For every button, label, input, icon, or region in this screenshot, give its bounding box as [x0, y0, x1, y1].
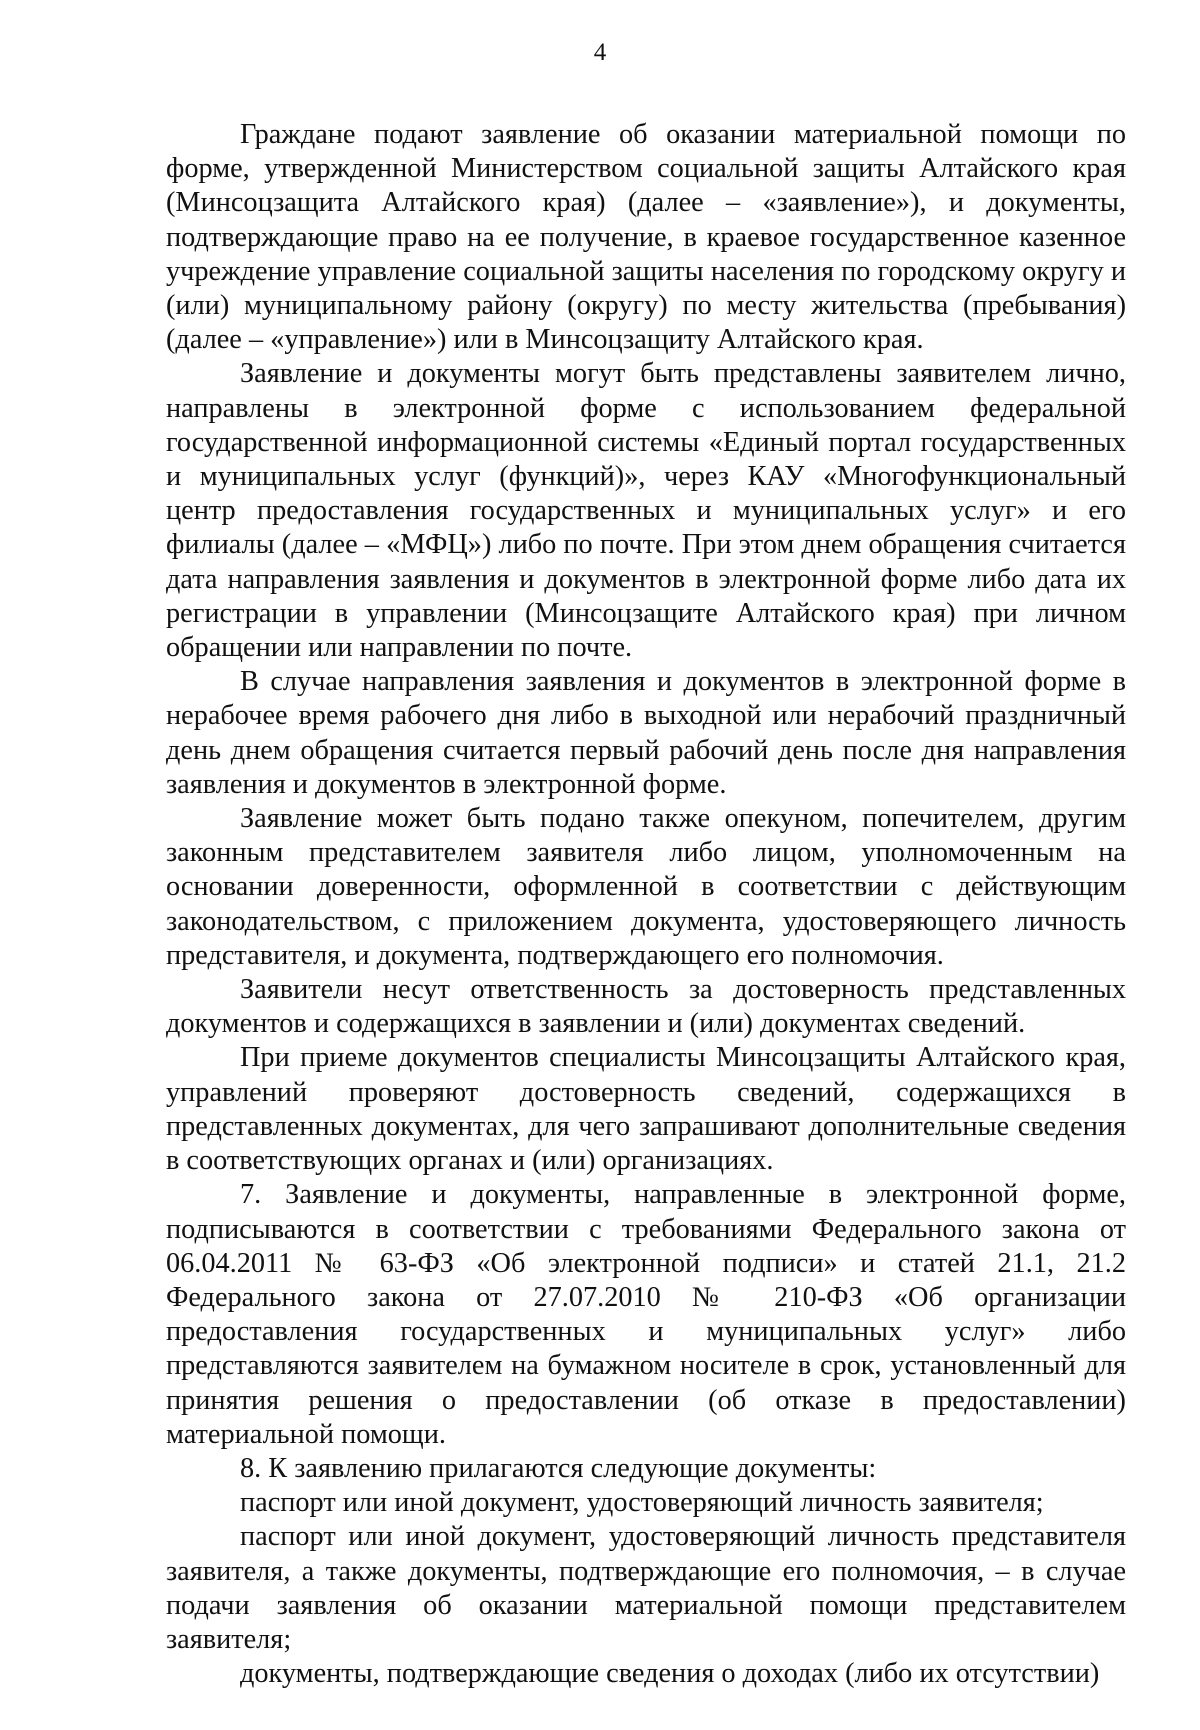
page-number: 4 [593, 39, 607, 66]
document-body [166, 118, 1126, 1691]
list-item-representative-passport: паспорт или иной документ, удостоверяющий личность представителя заявителя, а также документы, подтверждающие его полномочия, – в случае подачи заявления об оказании материальной помощи представителем заявителя; [166, 1521, 1126, 1655]
list-item-income-documents: документы, подтверждающие сведения о доходах (либо их отсутствии) [240, 1658, 1100, 1690]
paragraph-non-working-time: В случае направления заявления и документов в электронной форме в нерабочее время рабочего дня либо в выходной или нерабочий праздничный день днем обращения считается первый рабочий день после дня направления заявления и документов в электронной форме. [166, 666, 1126, 800]
paragraph-application-submission: Граждане подают заявление об оказании материальной помощи по форме, утвержденной Министерством социальной защиты Алтайского края (Минсоцзащита Алтайского края) (далее – «заявление»), и документы, подтверждающие право на ее получение, в краевое государственное казенное учреждение управление социальной защиты населения по городскому округу и (или) муниципальному району (округу) по месту жительства (пребывания) (далее – «управление») или в Минсоцзащиту Алтайского края. [166, 119, 1126, 356]
list-item-applicant-passport: паспорт или иной документ, удостоверяющий личность заявителя; [240, 1487, 1044, 1519]
paragraph-verification: При приеме документов специалисты Минсоцзащиты Алтайского края, управлений проверяют достоверность сведений, содержащихся в представленных документах, для чего запрашивают дополнительные сведения в соответствующих органах и (или) организациях. [166, 1042, 1126, 1177]
paragraph-item-7-electronic-signature: 7. Заявление и документы, направленные в электронной форме, подписываются в соответствии с требованиями Федерального закона от 06.04.2011 № 63-ФЗ «Об электронной подписи» и статей 21.1, 21.2 Федерального закона от 27.07.2010 № 210-ФЗ «Об организации предоставления государственных и муниципальных услуг» либо представляются заявителем на бумажном носителе в срок, установленный для принятия решения о предоставлении (об отказе в предоставлении) материальной помощи. [166, 1179, 1126, 1450]
paragraph-item-8-heading: 8. К заявлению прилагаются следующие документы: [240, 1452, 877, 1484]
paragraph-representative: Заявление может быть подано также опекуном, попечителем, другим законным представителем заявителя либо лицом, уполномоченным на основании доверенности, оформленной в соответствии с действующим законодательством, с приложением документа, удостоверяющего личность представителя, и документа, подтверждающего его полномочия. [166, 803, 1126, 971]
paragraph-submission-methods: Заявление и документы могут быть представлены заявителем лично, направлены в электронной форме с использованием федеральной государственной информационной системы «Единый портал государственных и муниципальных услуг (функций)», через КАУ «Многофункциональный центр предоставления государственных и муниципальных услуг» и его филиалы (далее – «МФЦ») либо по почте. При этом днем обращения считается дата направления заявления и документов в электронной форме либо дата их регистрации в управлении (Минсоцзащите Алтайского края) при личном обращении или направлении по почте. [166, 358, 1126, 664]
paragraph-responsibility: Заявители несут ответственность за достоверность представленных документов и содержащихся в заявлении и (или) документах сведений. [166, 974, 1126, 1040]
